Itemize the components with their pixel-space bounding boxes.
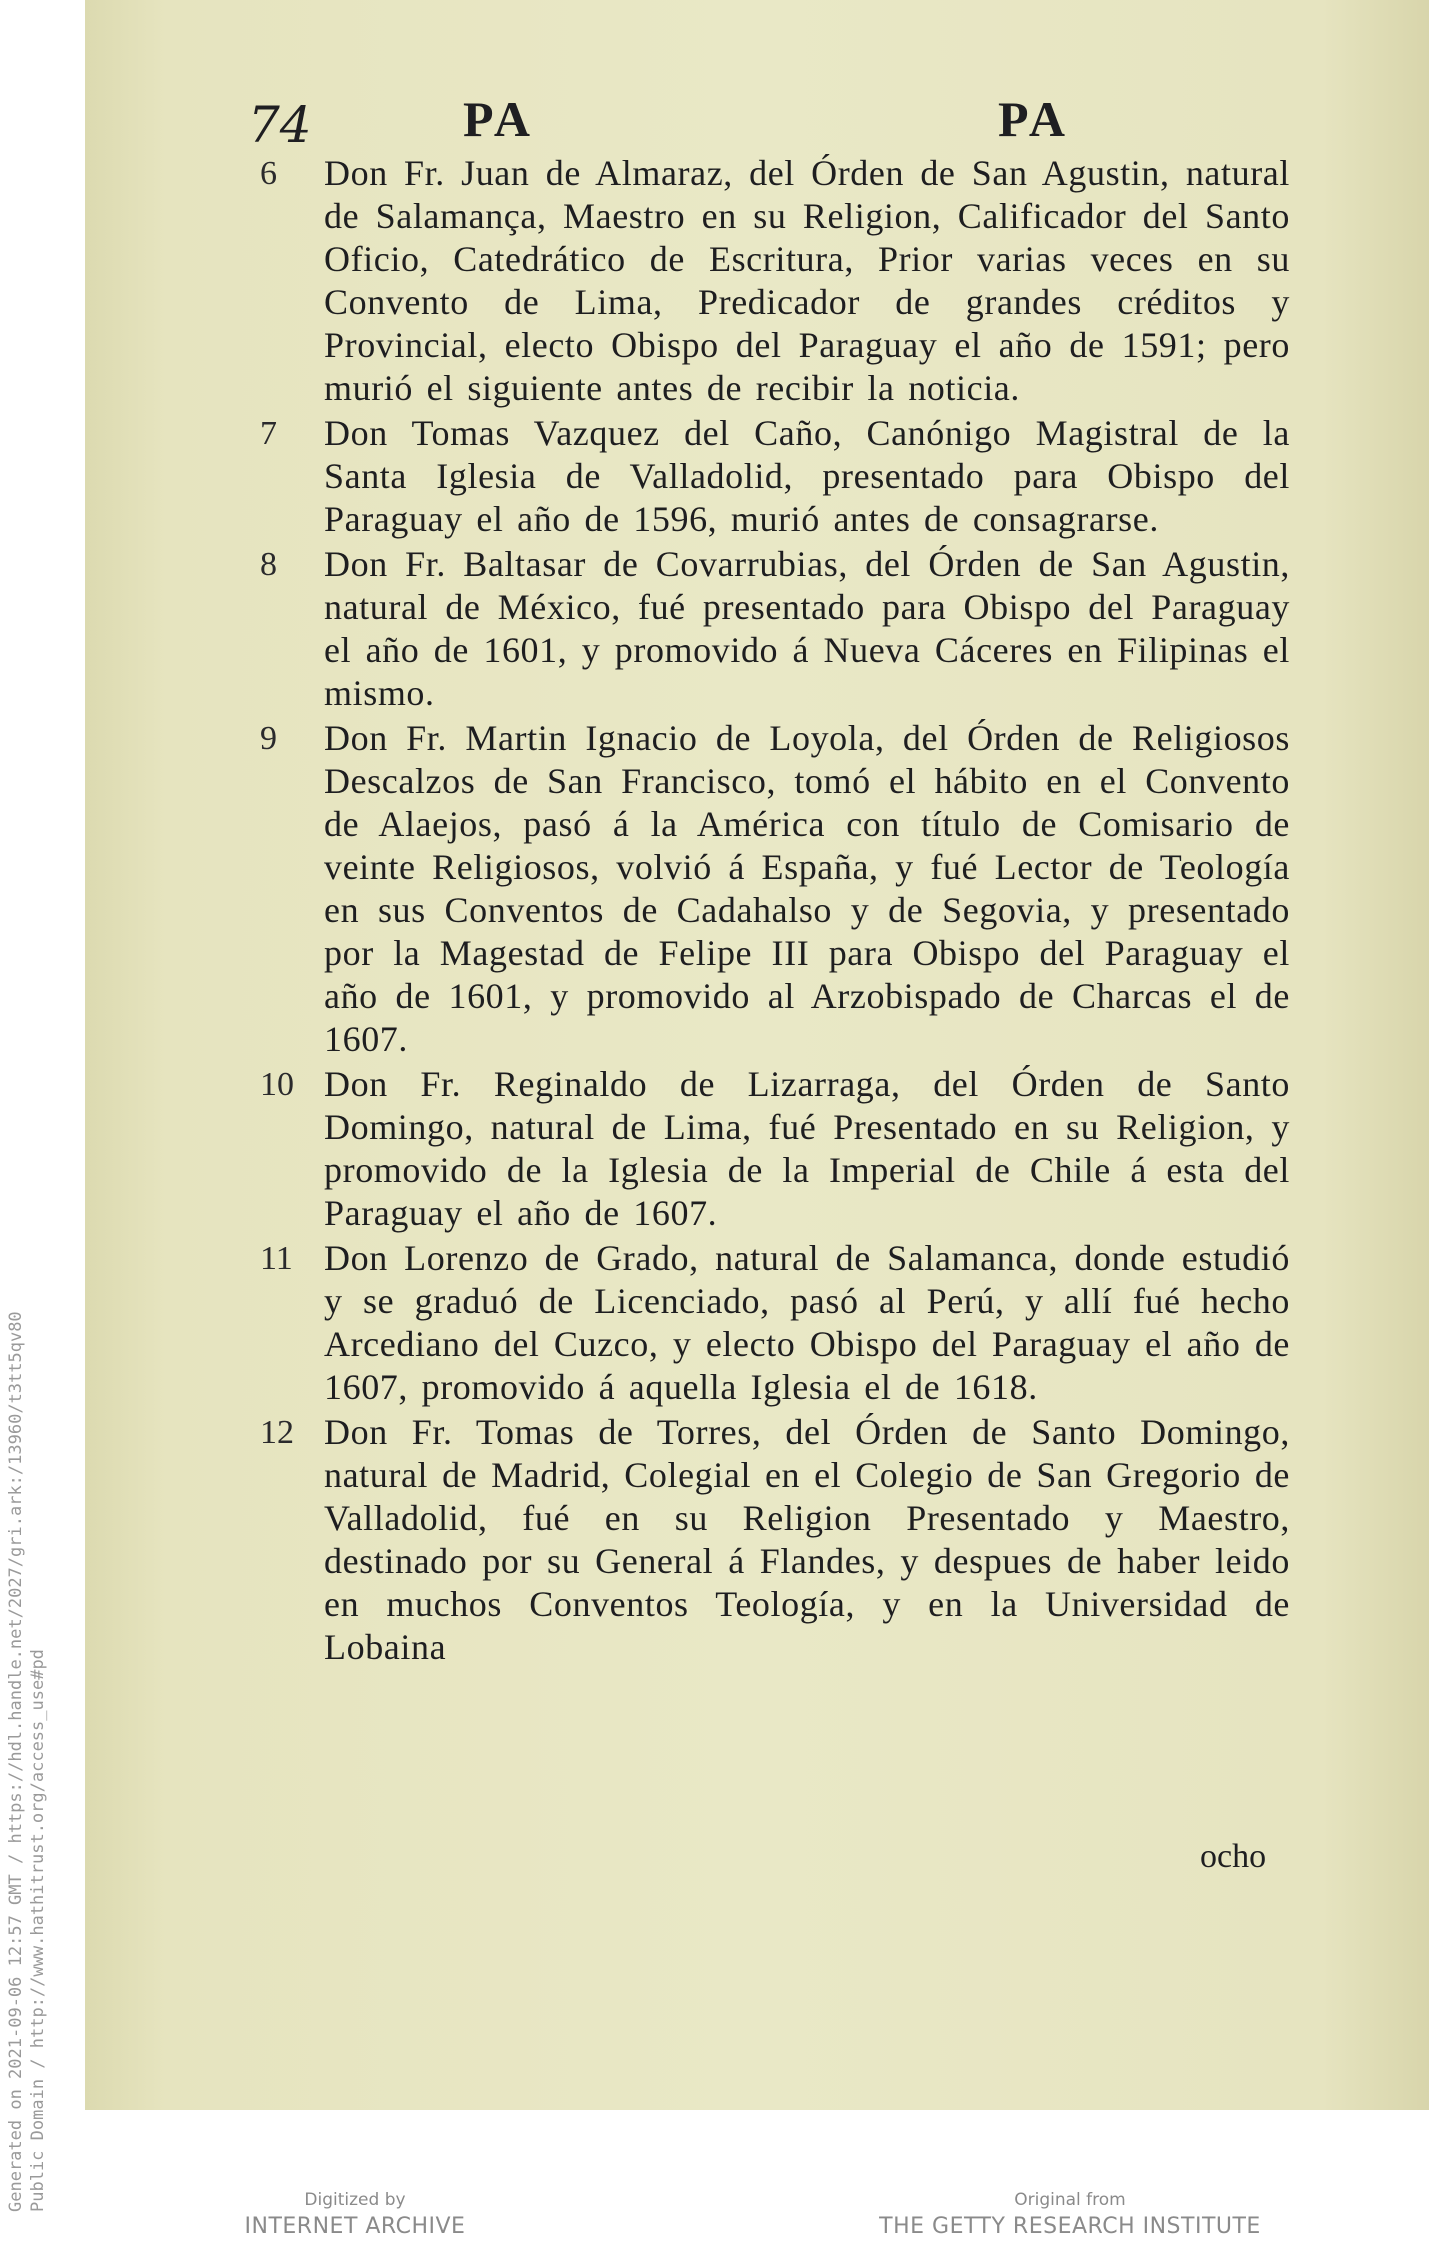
- entry-7: [260, 412, 1290, 541]
- headword-left: PA: [463, 91, 534, 147]
- entry-list: [260, 152, 1290, 1671]
- entry-number: 12: [260, 1414, 294, 1451]
- footer-digitized-by: [240, 2190, 470, 2239]
- catchword: ocho: [1200, 1838, 1267, 1875]
- stamp-line-generated: Generated on 2021-09-06 12:57 GMT / https://hdl.handle.net/2027/gri.ark:/13960/t3tt5qv80: [6, 1311, 26, 2212]
- entry-text: Don Fr. Martin Ignacio de Loyola, del Órden de Religiosos Descalzos de San Francisco, tomó el hábito en el Convento de Alaejos, pasó á la América con título de Comisario de veinte Religiosos, volvió á España, y fué Lector de Teología en sus Conventos de Cadahalso y de Segovia, y presentado por la Magestad de Felipe III para Obispo del Paraguay el año de 1601, y promovido al Arzobispado de Charcas el de 1607.: [324, 718, 1290, 1059]
- entry-number: 10: [260, 1066, 294, 1103]
- entry-text: Don Fr. Juan de Almaraz, del Órden de San Agustin, natural de Salamança, Maestro en su Religion, Calificador del Santo Oficio, Catedrático de Escritura, Prior varias veces en su Convento de Lima, Predicador de grandes créditos y Provincial, electo Obispo del Paraguay el año de 1591; pero murió el siguiente antes de recibir la noticia.: [324, 153, 1290, 408]
- entry-8: [260, 543, 1290, 715]
- entry-6: [260, 152, 1290, 410]
- provenance-stamp: [0, 1100, 48, 2240]
- entry-9: [260, 717, 1290, 1061]
- digitized-by-label: Digitized by: [304, 2190, 406, 2210]
- entry-text: Don Lorenzo de Grado, natural de Salamanca, donde estudió y se graduó de Licenciado, pasó al Perú, y allí fué hecho Arcediano del Cuzco, y electo Obispo del Paraguay el año de 1607, promovido á aquella Iglesia el de 1618.: [324, 1238, 1290, 1407]
- running-header: [248, 90, 1288, 154]
- entry-text: Don Fr. Tomas de Torres, del Órden de Santo Domingo, natural de Madrid, Colegial en el Colegio de San Gregorio de Valladolid, fué en su Religion Presentado y Maestro, destinado por su General á Flandes, y despues de haber leido en muchos Conventos Teología, y en la Universidad de Lobaina: [324, 1412, 1290, 1667]
- original-from-label: Original from: [1014, 2190, 1126, 2210]
- entry-10: [260, 1063, 1290, 1235]
- stamp-line-public-domain: Public Domain / http://www.hathitrust.org/access_use#pd: [28, 1649, 48, 2212]
- entry-text: Don Fr. Reginaldo de Lizarraga, del Órden de Santo Domingo, natural de Lima, fué Presentado en su Religion, y promovido de la Iglesia de la Imperial de Chile á esta del Paraguay el año de 1607.: [324, 1064, 1290, 1233]
- entry-number: 11: [260, 1240, 293, 1277]
- entry-number: 9: [260, 720, 277, 757]
- page-number: 74: [248, 96, 312, 154]
- entry-11: [260, 1237, 1290, 1409]
- internet-archive-label: INTERNET ARCHIVE: [244, 2214, 466, 2239]
- entry-number: 6: [260, 155, 277, 192]
- entry-12: [260, 1411, 1290, 1669]
- entry-number: 7: [260, 415, 277, 452]
- entry-number: 8: [260, 546, 277, 583]
- footer-original-from: [870, 2190, 1270, 2239]
- getty-institute-label: THE GETTY RESEARCH INSTITUTE: [879, 2214, 1261, 2239]
- entry-text: Don Tomas Vazquez del Caño, Canónigo Magistral de la Santa Iglesia de Valladolid, presentado para Obispo del Paraguay el año de 1596, murió antes de consagrarse.: [324, 413, 1290, 539]
- headword-right: PA: [998, 91, 1069, 147]
- entry-text: Don Fr. Baltasar de Covarrubias, del Órden de San Agustin, natural de México, fué presentado para Obispo del Paraguay el año de 1601, y promovido á Nueva Cáceres en Filipinas el mismo.: [324, 544, 1290, 713]
- footer: [0, 2190, 1429, 2242]
